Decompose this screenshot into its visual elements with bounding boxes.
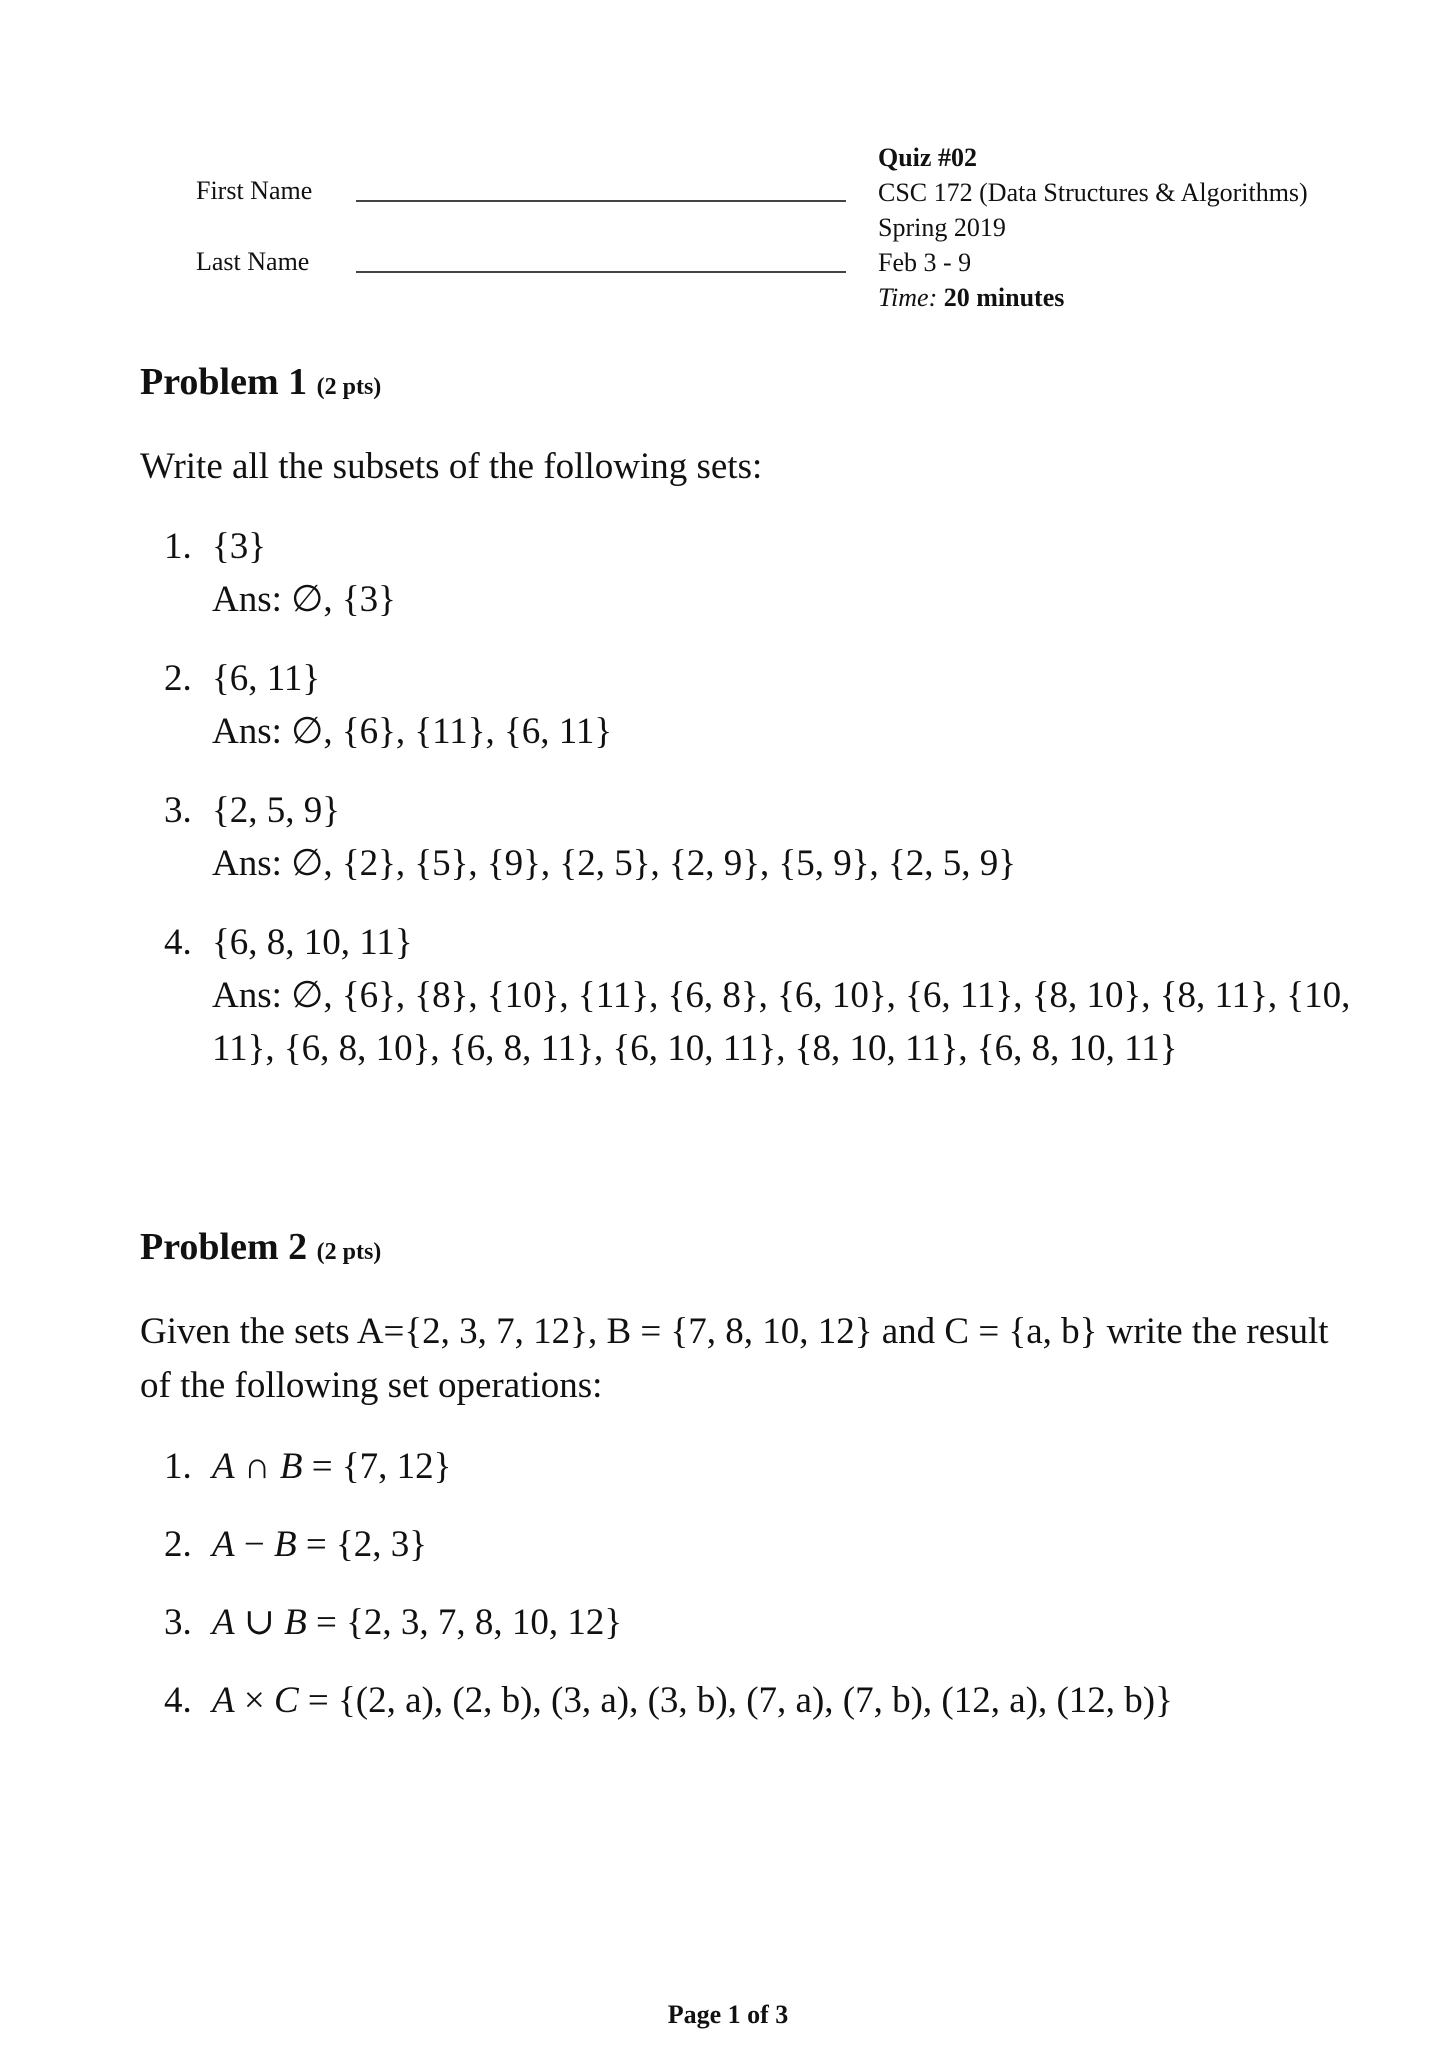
problem-1-item — [164, 652, 1372, 758]
item-answer: Ans: ∅, {2}, {5}, {9}, {2, 5}, {2, 9}, {5, 9}, {2, 5, 9} — [212, 843, 1017, 884]
item-number: 3. — [164, 1602, 192, 1643]
last-name-field[interactable] — [356, 245, 846, 273]
item-answer: Ans: ∅, {6}, {8}, {10}, {11}, {6, 8}, {6, 10}, {6, 11}, {8, 10}, {8, 11}, {10, 11}, {6, 8, 10}, {6, 8, 11}, {6, 10, 11}, {8, 10, 11}, {6, 8, 10, 11} — [212, 975, 1351, 1069]
item-number: 2. — [164, 658, 192, 699]
problem-2-item — [164, 1596, 1372, 1649]
operand-a: A — [212, 1602, 235, 1643]
first-name-label: First Name — [196, 176, 313, 205]
problem-2-item — [164, 1518, 1372, 1571]
item-set: {3} — [212, 526, 267, 567]
problem-2-item — [164, 1440, 1372, 1493]
problem-1-title — [140, 360, 381, 404]
item-number: 1. — [164, 526, 192, 567]
operator: ∩ — [234, 1446, 280, 1487]
item-set: {6, 8, 10, 11} — [212, 922, 413, 963]
operand-b: B — [284, 1602, 307, 1643]
result: = {2, 3} — [296, 1524, 427, 1565]
last-name-label: Last Name — [196, 247, 310, 276]
operand-b: C — [273, 1680, 299, 1721]
problem-1-prompt: Write all the subsets of the following sets: — [140, 446, 763, 487]
quiz-time — [878, 280, 1308, 315]
page-number: Page 1 of 3 — [667, 2000, 789, 2029]
item-number: 2. — [164, 1524, 192, 1565]
operand-b: B — [273, 1524, 297, 1565]
operand-a: A — [212, 1524, 235, 1565]
course-name: CSC 172 (Data Structures & Algorithms) — [878, 178, 1308, 207]
operator: ∪ — [234, 1602, 285, 1643]
problem-2-heading: Problem 2 — [140, 1226, 308, 1268]
operand-a: A — [212, 1446, 235, 1487]
item-number: 4. — [164, 1680, 192, 1721]
problem-1-item — [164, 784, 1372, 890]
problem-2-title — [140, 1225, 381, 1269]
result: = {7, 12} — [302, 1446, 452, 1487]
item-number: 1. — [164, 1446, 192, 1487]
semester: Spring 2019 — [878, 213, 1006, 242]
operator: × — [234, 1680, 274, 1721]
problem-1-item — [164, 520, 1372, 626]
quiz-info — [878, 140, 1308, 315]
result: = {2, 3, 7, 8, 10, 12} — [306, 1602, 623, 1643]
problem-2-points: (2 pts) — [316, 1239, 382, 1265]
problem-1-item — [164, 916, 1372, 1075]
operator: − — [234, 1524, 274, 1565]
problem-1-heading: Problem 1 — [140, 361, 308, 403]
problem-1-points: (2 pts) — [316, 374, 382, 400]
operand-b: B — [279, 1446, 303, 1487]
problem-2-item — [164, 1674, 1372, 1727]
item-set: {2, 5, 9} — [212, 790, 341, 831]
first-name-row — [196, 174, 846, 206]
item-number: 4. — [164, 922, 192, 963]
operand-a: A — [212, 1680, 235, 1721]
item-number: 3. — [164, 790, 192, 831]
problem-2-prompt: Given the sets A={2, 3, 7, 12}, B = {7, 8, 10, 12} and C = {a, b} write the result of the following set operations: — [140, 1311, 1329, 1406]
item-answer: Ans: ∅, {6}, {11}, {6, 11} — [212, 711, 613, 752]
quiz-title: Quiz #02 — [878, 143, 977, 172]
time-value: 20 minutes — [943, 283, 1065, 312]
item-answer: Ans: ∅, {3} — [212, 579, 396, 620]
time-label: Time: — [878, 283, 938, 312]
first-name-field[interactable] — [356, 174, 846, 202]
item-set: {6, 11} — [212, 658, 321, 699]
last-name-row — [196, 245, 846, 277]
result: = {(2, a), (2, b), (3, a), (3, b), (7, a), (7, b), (12, a), (12, b)} — [298, 1680, 1173, 1721]
quiz-dates: Feb 3 - 9 — [878, 248, 972, 277]
